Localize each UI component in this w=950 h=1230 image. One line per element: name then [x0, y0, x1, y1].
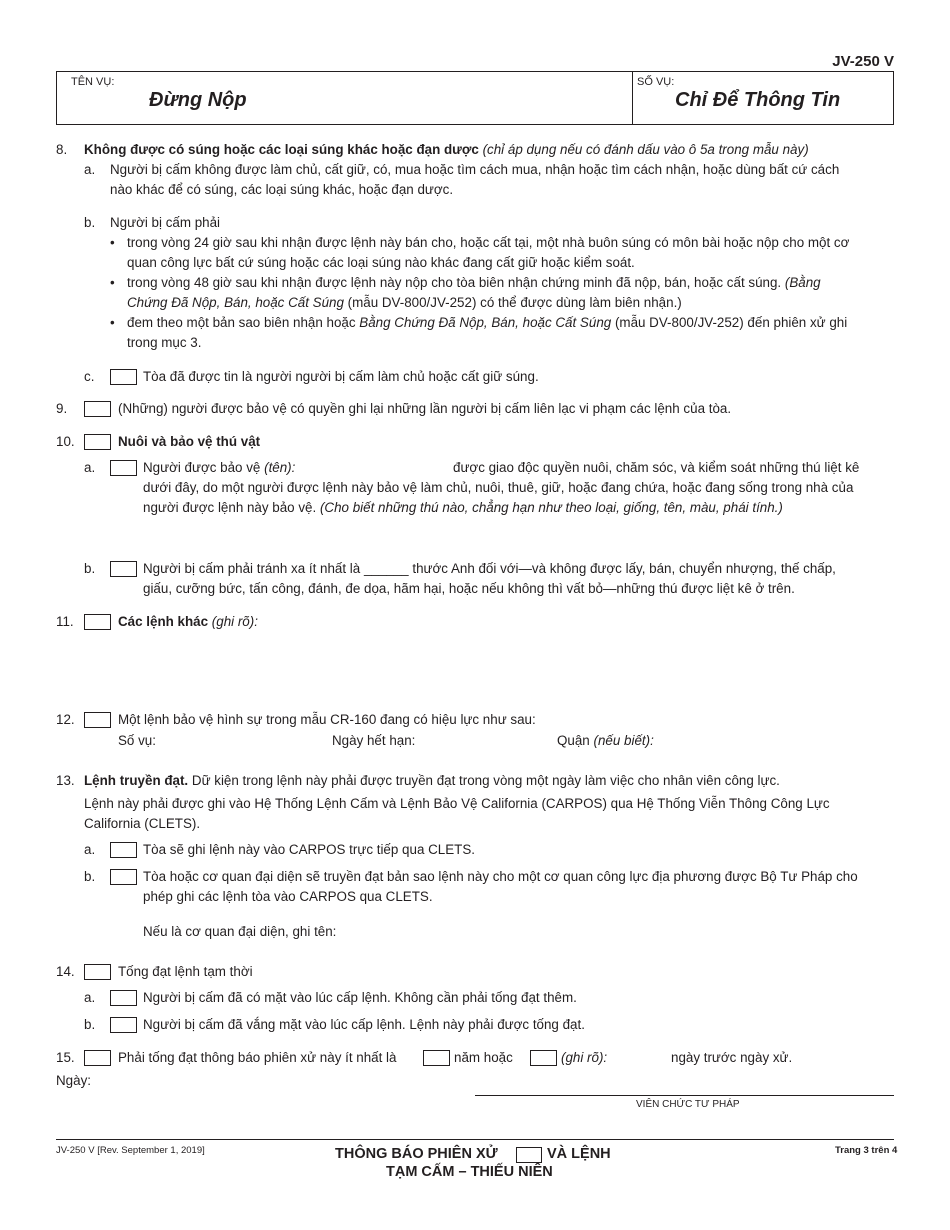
case-name-value: Đừng Nộp [149, 89, 247, 111]
item-8b2-line2: Chứng Đã Nộp, Bán, hoặc Cất Súng (mẫu DV-800/JV-252) có thể được dùng làm biên nhận.) [127, 295, 682, 310]
footer-title-checkbox[interactable] [516, 1147, 542, 1163]
item-8-title: Không được có súng hoặc các loại súng khác hoặc đạn dược [84, 142, 479, 157]
signature-line [475, 1095, 894, 1096]
footer-title-line1b: VÀ LỆNH [547, 1146, 611, 1162]
item-12-text: Một lệnh bảo vệ hình sự trong mẫu CR-160 đang có hiệu lực như sau: [118, 712, 536, 727]
item-8b1-line2: quan công lực bất cứ súng hoặc các loại súng nào khác đang cất giữ hoặc kiểm soát. [127, 255, 635, 270]
item-14b-text: Người bị cấm đã vắng mặt vào lúc cấp lệnh. Lệnh này phải được tống đạt. [143, 1017, 585, 1032]
item-8c-text: Tòa đã được tin là người người bị cấm làm chủ hoặc cất giữ súng. [143, 369, 539, 384]
item-10-checkbox[interactable] [84, 434, 111, 450]
case-header-box [56, 71, 894, 125]
item-10b-line2: giấu, cưỡng bức, tấn công, đánh, đe dọa, hãm hại, hoặc nếu không thì vất bỏ—những thú được liệt kê ở trên. [143, 581, 795, 596]
item-12-number: 12. [56, 712, 75, 727]
item-10-number: 10. [56, 434, 75, 449]
item-14-text: Tống đạt lệnh tạm thời [118, 964, 253, 979]
date-label: Ngày: [56, 1073, 91, 1088]
item-12-checkbox[interactable] [84, 712, 111, 728]
item-13-p-line2: California (CLETS). [84, 816, 201, 831]
item-14a-label: a. [84, 990, 96, 1005]
bullet-icon: • [110, 235, 115, 250]
item-8a-line1: Người bị cấm không được làm chủ, cất giữ, có, mua hoặc tìm cách mua, nhận hoặc tìm cách nhận, hoặc dùng bất cứ cách [110, 162, 840, 177]
item-15-specify-checkbox[interactable] [530, 1050, 557, 1066]
item-10-title: Nuôi và bảo vệ thú vật [118, 434, 261, 449]
judicial-officer-label: VIÊN CHỨC TƯ PHÁP [636, 1099, 740, 1110]
case-number-value: Chỉ Để Thông Tin [675, 89, 841, 111]
item-13-agency-label: Nếu là cơ quan đại diện, ghi tên: [143, 924, 337, 939]
item-10a-line1b: được giao độc quyền nuôi, chăm sóc, và kiểm soát những thú liệt kê [453, 460, 860, 475]
item-13b-line2: phép ghi các lệnh tòa vào CARPOS qua CLETS. [143, 889, 433, 904]
item-11-checkbox[interactable] [84, 614, 111, 630]
bullet-icon: • [110, 275, 115, 290]
item-11-number: 11. [56, 614, 74, 629]
item-14b-checkbox[interactable] [110, 1017, 137, 1033]
item-15-years-label: năm hoặc [454, 1050, 513, 1065]
item-15-days-label: ngày trước ngày xử. [671, 1050, 793, 1065]
item-10a-line3: người được lệnh này bảo vệ. (Cho biết những thú nào, chẳng hạn như theo loại, giống, tên, màu, phái tính.) [143, 500, 783, 515]
item-14b-label: b. [84, 1017, 96, 1032]
footer-revision: JV-250 V [Rev. September 1, 2019] [56, 1145, 205, 1156]
item-14-checkbox[interactable] [84, 964, 111, 980]
item-8b3-line2: trong mục 3. [127, 335, 202, 350]
item-8a-label: a. [84, 162, 96, 177]
item-13-heading: Lệnh truyền đạt. Dữ kiện trong lệnh này phải được truyền đạt trong vòng một ngày làm việc cho nhân viên công lực. [84, 773, 780, 788]
item-15-checkbox[interactable] [84, 1050, 111, 1066]
item-9-number: 9. [56, 401, 68, 416]
item-8-note: (chỉ áp dụng nếu có đánh dấu vào ô 5a trong mẫu này) [482, 142, 809, 157]
item-13-p-line1: Lệnh này phải được ghi vào Hệ Thống Lệnh Cấm và Lệnh Bảo Vệ California (CARPOS) qua Hệ Thống Viễn Thông Công Lực [84, 796, 830, 811]
item-12-case-no-label: Số vụ: [118, 733, 156, 748]
item-14a-checkbox[interactable] [110, 990, 137, 1006]
item-11-heading: Các lệnh khác (ghi rõ): [118, 614, 258, 629]
item-13a-label: a. [84, 842, 96, 857]
item-8b-label: b. [84, 215, 96, 230]
item-13a-checkbox[interactable] [110, 842, 137, 858]
item-8-number: 8. [56, 142, 68, 157]
item-9-text: (Những) người được bảo vệ có quyền ghi lại những lần người bị cấm liên lạc vi phạm các lệnh của tòa. [118, 401, 732, 416]
item-15-years-checkbox[interactable] [423, 1050, 450, 1066]
item-13b-label: b. [84, 869, 96, 884]
item-8b2-line1: trong vòng 48 giờ sau khi nhận được lệnh này nộp cho tòa biên nhận chứng minh đã nộp, bán, hoặc cất súng. (Bằng [127, 275, 821, 290]
item-15-number: 15. [56, 1050, 75, 1065]
item-8a-line2: nào khác để có súng, các loại súng khác, hoặc đạn dược. [110, 182, 454, 197]
footer-divider [56, 1139, 894, 1140]
footer-title-line2: TẠM CẤM – THIẾU NIÊN [386, 1164, 553, 1180]
footer-title-line1a: THÔNG BÁO PHIÊN XỬ [335, 1146, 498, 1162]
item-13a-text: Tòa sẽ ghi lệnh này vào CARPOS trực tiếp qua CLETS. [143, 842, 475, 857]
item-8c-label: c. [84, 369, 95, 384]
item-13b-checkbox[interactable] [110, 869, 137, 885]
footer-page-number: Trang 3 trên 4 [835, 1145, 898, 1156]
item-10b-label: b. [84, 561, 96, 576]
bullet-icon: • [110, 315, 115, 330]
item-8c-checkbox[interactable] [110, 369, 137, 385]
item-14a-text: Người bị cấm đã có mặt vào lúc cấp lệnh. Không cần phải tống đạt thêm. [143, 990, 577, 1005]
item-10a-line1a: Người được bảo vệ (tên): [143, 460, 296, 475]
case-number-label: SỐ VỤ: [637, 76, 675, 88]
item-13-number: 13. [56, 773, 75, 788]
item-15-text: Phải tống đạt thông báo phiên xử này ít nhất là [118, 1050, 397, 1065]
item-8b-intro: Người bị cấm phải [110, 215, 221, 230]
item-10a-checkbox[interactable] [110, 460, 137, 476]
item-8b1-line1: trong vòng 24 giờ sau khi nhận được lệnh này bán cho, hoặc cất tại, một nhà buôn súng có môn bài hoặc nộp cho một cơ [127, 235, 850, 250]
item-14-number: 14. [56, 964, 75, 979]
item-8b3-line1: đem theo một bản sao biên nhận hoặc Bằng Chứng Đã Nộp, Bán, hoặc Cất Súng (mẫu DV-800/JV-252) đến phiên xử ghi [127, 315, 848, 330]
case-name-label: TÊN VỤ: [71, 76, 115, 88]
item-12-county-label: Quận (nếu biết): [557, 733, 654, 748]
item-10a-line2: dưới đây, do một người được lệnh này bảo vệ làm chủ, nuôi, thuê, giữ, hoặc đang chứa, hoặc đang sống trong nhà của [143, 480, 854, 495]
item-8-heading [84, 141, 809, 158]
form-code: JV-250 V [832, 53, 894, 70]
item-13b-line1: Tòa hoặc cơ quan đại diện sẽ truyền đạt bản sao lệnh này cho một cơ quan công lực địa phương được Bộ Tư Pháp cho [143, 869, 858, 884]
item-12-expires-label: Ngày hết hạn: [332, 733, 416, 748]
item-15-specify-label: (ghi rõ): [561, 1050, 608, 1065]
item-10a-label: a. [84, 460, 96, 475]
item-10b-line1: Người bị cấm phải tránh xa ít nhất là ______ thước Anh đối với—và không được lấy, bán, chuyển nhượng, thế chấp, [143, 561, 836, 576]
item-9-checkbox[interactable] [84, 401, 111, 417]
item-10b-checkbox[interactable] [110, 561, 137, 577]
